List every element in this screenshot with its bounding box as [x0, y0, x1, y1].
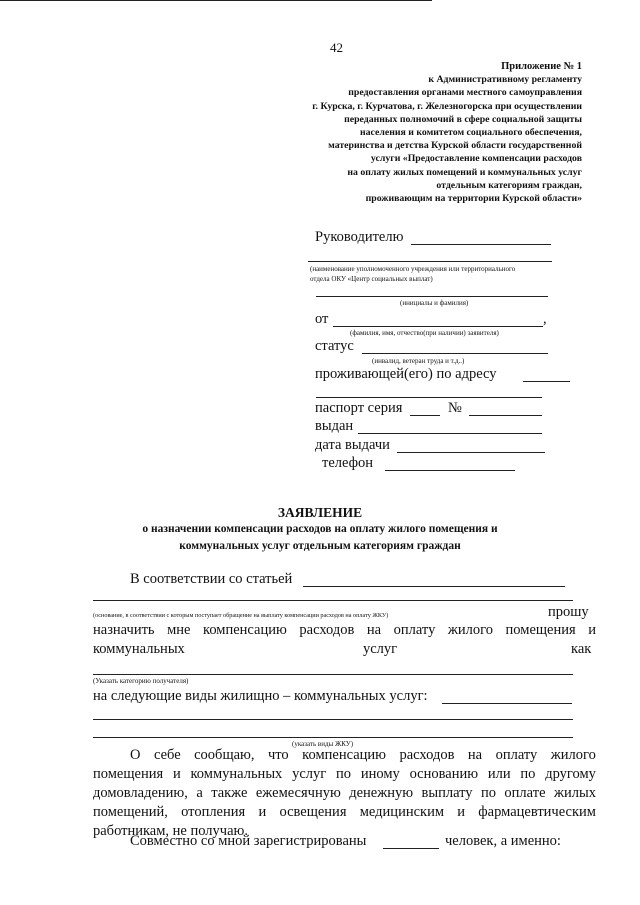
top-border-line [0, 0, 432, 1]
word: домовладению, [93, 785, 188, 801]
annex-line: к Административному регламенту [428, 74, 582, 86]
services-field-line[interactable] [442, 703, 572, 704]
issue-date-label: дата выдачи [315, 437, 390, 453]
word: и [588, 622, 596, 638]
issued-label: выдан [315, 418, 354, 434]
para2-line-5: работникам, не получаю. [93, 823, 248, 839]
word: также [211, 785, 248, 801]
org-hint: (наименование уполномоченного учреждения или территориального [310, 265, 516, 273]
request-line-2 [93, 622, 596, 639]
status-hint: (инвалид, ветеран труда и т.д..) [372, 357, 465, 365]
word: услуг [292, 766, 327, 782]
annex-line: переданных полномочий в сфере социальной защиты [344, 113, 582, 125]
annex-line: предоставления органами местного самоуправления [348, 87, 582, 99]
initials-hint: (инициалы и фамилия) [400, 299, 469, 307]
phone-label: телефон [322, 455, 374, 471]
status-label: статус [315, 338, 354, 354]
fio-field-line[interactable] [333, 326, 543, 327]
annex-line: проживающим на территории Курской области» [365, 193, 582, 205]
request-line-3c: как [571, 641, 592, 657]
services-hint: (указать виды ЖКУ) [292, 740, 354, 748]
word: по [520, 766, 536, 782]
annex-line: населения и комитетом социального обеспечения, [360, 127, 582, 139]
passport-number-line[interactable] [469, 415, 542, 416]
word: основанию [409, 766, 479, 782]
from-comma: , [543, 311, 547, 327]
para2-line-2 [93, 766, 596, 783]
word: освещения [279, 804, 347, 820]
word: медицинским [359, 804, 445, 820]
word: и [172, 766, 181, 782]
word: жилых [553, 785, 596, 801]
passport-label: паспорт серия [315, 400, 403, 416]
word: помещения [93, 766, 164, 782]
word: помещений, [93, 804, 168, 820]
word: жилого [447, 622, 493, 638]
word: компенсацию [302, 747, 386, 763]
word: оплату [495, 747, 538, 763]
address-field-line[interactable] [523, 381, 570, 382]
head-label: Руководителю [315, 229, 404, 245]
annex-line: г. Курска, г. Курчатова, г. Железногорска при осуществлении [312, 100, 582, 112]
statement-title: ЗАЯВЛЕНИЕ [277, 505, 363, 520]
word: а [196, 785, 203, 801]
word: выплату [421, 785, 473, 801]
org-field-line[interactable] [308, 261, 552, 262]
statement-subtitle-2: коммунальных услуг отдельным категориям граждан [179, 540, 461, 552]
annex-line: материнства и детства Курской области государственной [328, 140, 582, 152]
word: расходов [299, 622, 355, 638]
from-label: от [315, 311, 329, 327]
word: по [480, 785, 496, 801]
category-hint: (Указать категорию получателя) [93, 677, 189, 685]
annex-line: отдельным категориям граждан, [436, 179, 582, 191]
issued-field-line[interactable] [358, 433, 542, 434]
word: и [457, 804, 466, 820]
word: сообщаю, [194, 747, 255, 763]
word: на [366, 622, 382, 638]
word: по [336, 766, 352, 782]
word: оплату [393, 622, 436, 638]
word: жилого [550, 747, 596, 763]
word: О [130, 747, 141, 763]
request-word: прошу [548, 604, 589, 620]
passport-series-line[interactable] [410, 415, 440, 416]
word: мне [167, 622, 191, 638]
basis-field-line[interactable] [93, 600, 573, 601]
word: другому [545, 766, 596, 782]
issue-date-line[interactable] [397, 452, 545, 453]
address-field-line-2[interactable] [316, 397, 542, 398]
annex-block [312, 60, 582, 205]
word: коммунальных [190, 766, 283, 782]
services-label: на следующие виды жилищно – коммунальных услуг: [93, 688, 428, 704]
address-label: проживающей(его) по адресу [315, 366, 497, 382]
word: денежную [349, 785, 414, 801]
article-field-line[interactable] [303, 586, 565, 587]
fio-hint: (фамилия, имя, отчество(при наличии) заявителя) [350, 329, 499, 337]
word: помещения [505, 622, 576, 638]
word: на [467, 747, 483, 763]
para2-line-3 [93, 785, 596, 802]
status-field-line[interactable] [362, 353, 548, 354]
word: себе [153, 747, 181, 763]
passport-no-label: № [448, 400, 462, 416]
word: расходов [399, 747, 455, 763]
request-line-3b: услуг [363, 641, 398, 657]
annex-line: на оплату жилых помещений и коммунальных услуг [347, 166, 582, 178]
word: или [487, 766, 511, 782]
para2-line-4 [93, 804, 596, 821]
word: оплате [504, 785, 546, 801]
services-field-line-3[interactable] [93, 737, 573, 738]
article-label: В соответствии со статьей [130, 571, 293, 587]
para2-line-1 [130, 747, 596, 764]
head-field-line[interactable] [411, 244, 551, 245]
word: компенсацию [203, 622, 287, 638]
annex-line: Приложение № 1 [501, 61, 582, 72]
word: ежемесячную [255, 785, 341, 801]
registered-label: Совместно со мной зарегистрированы [130, 833, 367, 849]
word: назначить [93, 622, 155, 638]
category-field-line[interactable] [93, 674, 573, 675]
registered-count-line[interactable] [383, 848, 439, 849]
registered-end: человек, а именно: [445, 833, 561, 849]
annex-line: услуги «Предоставление компенсации расходов [370, 153, 582, 165]
word: и [258, 804, 267, 820]
org-hint-2: отдела ОКУ «Центр социальных выплат) [310, 275, 433, 283]
phone-field-line[interactable] [385, 470, 515, 471]
word: что [267, 747, 289, 763]
services-field-line-2[interactable] [93, 719, 573, 720]
initials-field-line[interactable] [316, 296, 548, 297]
statement-subtitle-1: о назначении компенсации расходов на оплату жилого помещения и [142, 523, 498, 535]
page-number: 42 [330, 40, 343, 55]
basis-hint: (основание, в соответствии с которым поступает обращение на выплату компенсации расходов на оплату ЖКУ) [93, 612, 389, 619]
word: отопления [181, 804, 246, 820]
request-line-3a: коммунальных [93, 641, 185, 657]
word: фармацевтическим [478, 804, 596, 820]
word: иному [360, 766, 400, 782]
